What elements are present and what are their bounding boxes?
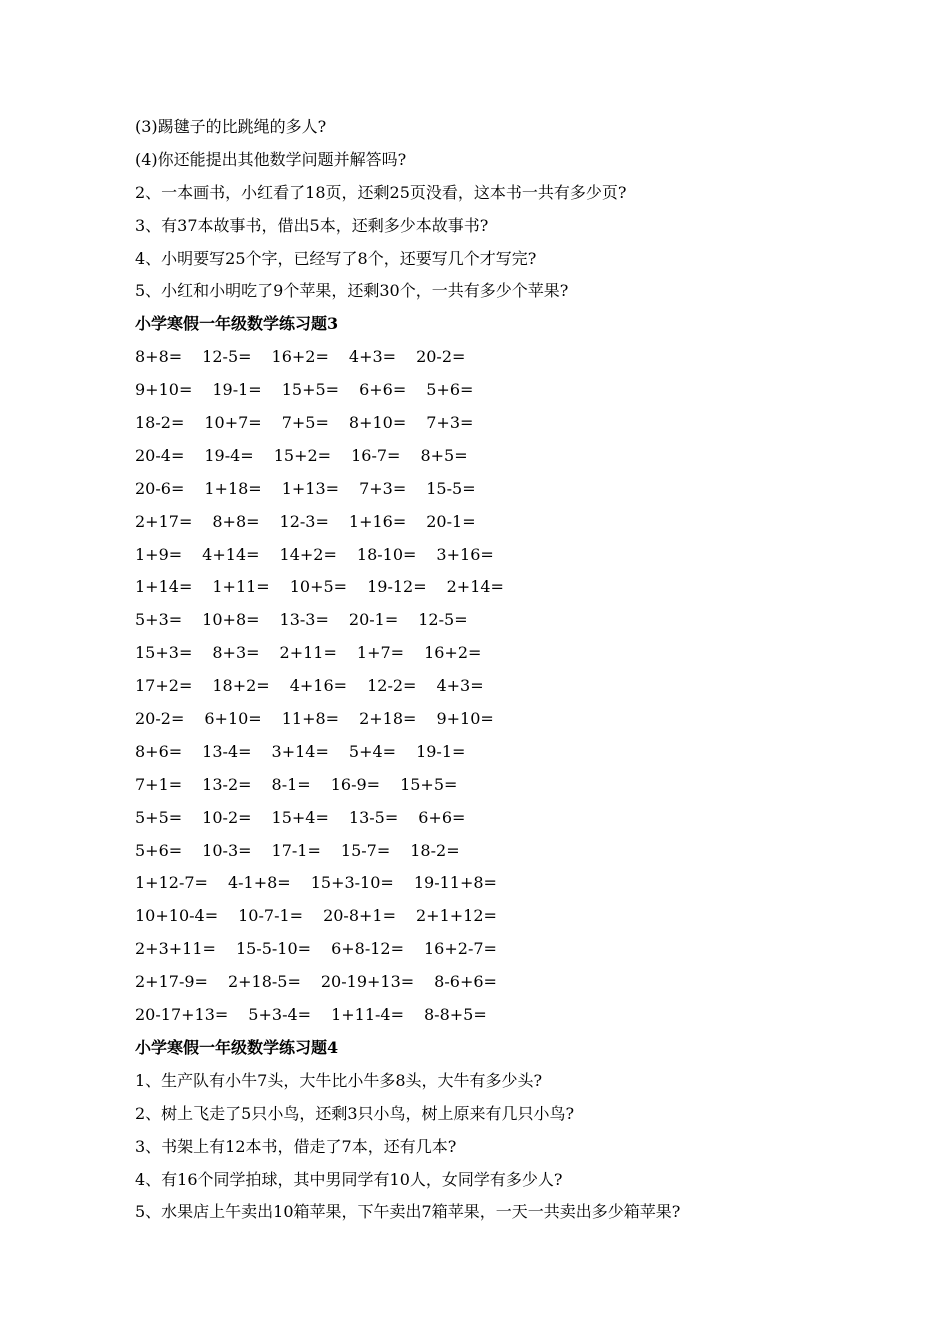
arithmetic-exercises [135,341,835,1032]
exercise-row [135,571,835,604]
equation: 5+4= [348,741,397,761]
exercise-row [135,539,835,572]
exercise-row [135,933,835,966]
problem-line: 2、一本画书，小红看了18页，还剩25页没看，这本书一共有多少页? [135,182,627,202]
equation: 14+2= [279,544,337,564]
equation: 11+8= [281,709,340,729]
equation: 20-6= [135,478,185,498]
problem-line: 2、树上飞走了5只小鸟，还剩3只小鸟，树上原来有几只小鸟? [135,1103,575,1123]
equation: 4+16= [289,676,348,696]
equation: 1+18= [204,478,262,498]
problem-line: 3、书架上有12本书，借走了7本，还有几本? [135,1136,457,1156]
equation: 2+11= [279,643,337,663]
equation: 4+3= [436,676,484,696]
equation: 10+10-4= [135,906,219,926]
equation: 15+2= [273,445,332,465]
exercise-row [135,506,835,539]
exercise-row [135,999,835,1032]
equation: 6+6= [359,380,407,400]
equation: 2+18= [359,709,417,729]
equation: 10+7= [204,413,262,433]
equation: 16+2-7= [424,939,497,959]
equation: 16+2= [424,643,482,663]
equation: 13-2= [202,774,252,794]
equation: 5+3-4= [248,1005,312,1025]
equation: 10+8= [202,610,260,630]
equation: 7+5= [281,413,329,433]
equation: 2+1+12= [416,906,497,926]
exercise-row [135,637,835,670]
exercise-row [135,900,835,933]
problem-line: 5、水果店上午卖出10箱苹果，下午卖出7箱苹果，一天一共卖出多少箱苹果? [135,1202,681,1222]
equation: 1+11-4= [331,1005,404,1025]
exercise-row [135,802,835,835]
equation: 15-7= [340,840,391,860]
equation: 8+8= [135,347,183,367]
equation: 4+3= [348,347,397,367]
equation: 8-6+6= [434,972,497,992]
equation: 15+3= [135,643,193,663]
equation: 10-2= [202,807,252,827]
equation: 2+14= [446,577,504,597]
equation: 1+12-7= [135,873,208,893]
exercise-row [135,769,835,802]
equation: 8+5= [420,445,468,465]
equation: 6+10= [204,709,262,729]
equation: 15+5= [400,774,458,794]
equation: 16-9= [330,774,381,794]
equation: 18+2= [212,676,270,696]
equation: 5+3= [135,610,183,630]
equation: 20-8+1= [323,906,396,926]
exercise-row [135,703,835,736]
equation: 8+8= [212,511,260,531]
problem-line: 3、有37本故事书，借出5本，还剩多少本故事书? [135,215,489,235]
exercise-row [135,473,835,506]
equation: 17+2= [135,676,193,696]
equation: 8-1= [271,774,311,794]
problem-line: 1、生产队有小牛7头，大牛比小牛多8头，大牛有多少头? [135,1070,543,1090]
heading-exercise-4: 小学寒假一年级数学练习题4 [135,1037,339,1057]
equation: 9+10= [436,709,494,729]
equation: 5+5= [135,807,183,827]
equation: 7+3= [426,413,474,433]
equation: 1+9= [135,544,183,564]
equation: 1+16= [348,511,407,531]
equation: 20-1= [426,511,476,531]
equation: 7+1= [135,774,183,794]
equation: 5+6= [426,380,474,400]
exercise-row [135,736,835,769]
exercise-row [135,440,835,473]
exercise-row [135,374,835,407]
equation: 15+3-10= [310,873,394,893]
equation: 2+3+11= [135,939,216,959]
exercise-row [135,341,835,374]
exercise-row [135,835,835,868]
equation: 19-11+8= [413,873,497,893]
exercise-row [135,670,835,703]
equation: 19-1= [416,741,466,761]
equation: 13-5= [348,807,399,827]
equation: 8+6= [135,741,183,761]
equation: 15+4= [271,807,329,827]
equation: 12-5= [202,347,252,367]
equation: 13-3= [279,610,329,630]
equation: 15-5-10= [235,939,312,959]
equation: 6+6= [418,807,466,827]
problem-line: 4、有16个同学拍球，其中男同学有10人，女同学有多少人? [135,1169,563,1189]
equation: 2+17= [135,511,193,531]
equation: 4+14= [202,544,260,564]
equation: 2+18-5= [227,972,301,992]
equation: 20-1= [348,610,399,630]
exercise-row [135,867,835,900]
equation: 19-4= [204,445,254,465]
word-problems-part-2 [135,111,835,308]
problem-line: 4、小明要写25个字，已经写了8个，还要写几个才写完? [135,248,537,268]
equation: 16+2= [271,347,329,367]
equation: 7+3= [359,478,407,498]
document-body [135,111,835,1229]
equation: 17-1= [271,840,321,860]
problem-line: (4)你还能提出其他数学问题并解答吗? [135,149,407,169]
problem-line: 5、小红和小明吃了9个苹果，还剩30个，一共有多少个苹果? [135,281,569,301]
equation: 10-3= [202,840,252,860]
equation: 1+13= [281,478,340,498]
equation: 20-17+13= [135,1005,229,1025]
equation: 12-2= [367,676,417,696]
equation: 9+10= [135,380,193,400]
equation: 1+14= [135,577,193,597]
equation: 18-2= [410,840,460,860]
equation: 20-2= [416,347,466,367]
equation: 20-4= [135,445,185,465]
equation: 2+17-9= [135,972,208,992]
equation: 15-5= [426,478,476,498]
equation: 1+7= [356,643,405,663]
equation: 4-1+8= [227,873,291,893]
equation: 8+10= [348,413,407,433]
equation: 6+8-12= [331,939,404,959]
problem-line: (3)踢毽子的比跳绳的多人? [135,117,327,136]
equation: 16-7= [351,445,401,465]
equation: 3+16= [436,544,494,564]
exercise-row [135,604,835,637]
equation: 20-2= [135,709,185,729]
exercise-row [135,407,835,440]
equation: 5+6= [135,840,183,860]
equation: 18-10= [356,544,417,564]
equation: 15+5= [281,380,340,400]
equation: 18-2= [135,413,185,433]
word-problems-exercise-4 [135,1065,835,1229]
equation: 10-7-1= [238,906,304,926]
equation: 1+11= [212,577,270,597]
equation: 19-1= [212,380,262,400]
heading-exercise-3: 小学寒假一年级数学练习题3 [135,314,339,334]
equation: 8+3= [212,643,260,663]
equation: 13-4= [202,741,252,761]
equation: 3+14= [271,741,329,761]
equation: 10+5= [289,577,348,597]
equation: 19-12= [367,577,427,597]
equation: 20-19+13= [320,972,415,992]
equation: 12-5= [418,610,468,630]
equation: 12-3= [279,511,329,531]
equation: 8-8+5= [424,1005,487,1025]
exercise-row [135,966,835,999]
